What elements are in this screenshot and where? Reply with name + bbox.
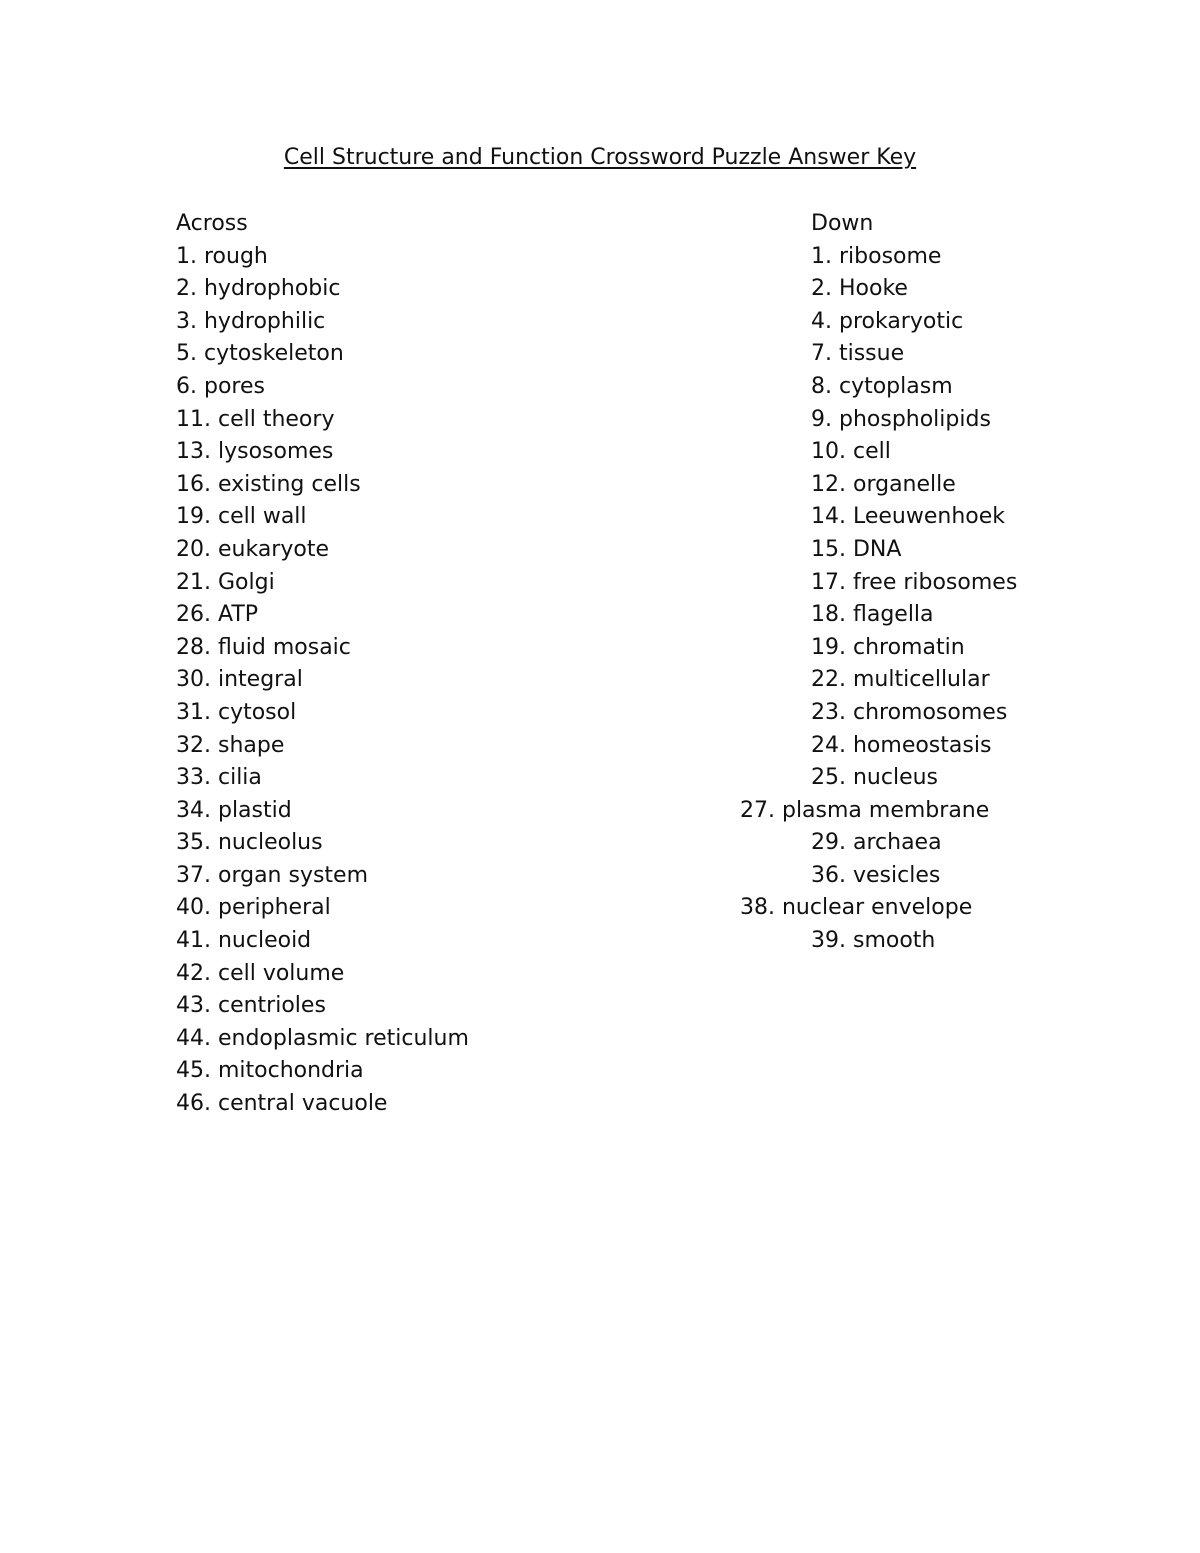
down-item: 24. homeostasis xyxy=(811,732,992,758)
across-item: 19. cell wall xyxy=(176,504,307,530)
across-item: 45. mitochondria xyxy=(176,1058,364,1084)
across-item: 32. shape xyxy=(176,732,285,758)
down-item: 27. plasma membrane xyxy=(740,797,990,823)
across-item: 20. eukaryote xyxy=(176,536,329,562)
across-item: 6. pores xyxy=(176,373,265,399)
down-item: 9. phospholipids xyxy=(811,406,991,432)
down-item: 36. vesicles xyxy=(811,862,941,888)
down-item: 2. Hooke xyxy=(811,276,908,302)
down-item: 4. prokaryotic xyxy=(811,308,964,334)
across-item: 31. cytosol xyxy=(176,699,297,725)
down-list xyxy=(740,208,1018,958)
across-item: 3. hydrophilic xyxy=(176,308,326,334)
across-list xyxy=(176,208,469,1121)
across-item: 34. plastid xyxy=(176,797,292,823)
down-item: 39. smooth xyxy=(811,928,936,954)
down-item: 15. DNA xyxy=(811,536,902,562)
across-item: 13. lysosomes xyxy=(176,439,334,465)
across-item: 26. ATP xyxy=(176,602,259,628)
across-item: 41. nucleoid xyxy=(176,928,312,954)
down-item: 8. cytoplasm xyxy=(811,373,953,399)
page-title: Cell Structure and Function Crossword Puzzle Answer Key xyxy=(283,145,917,170)
across-item: 35. nucleolus xyxy=(176,830,323,856)
down-item: 10. cell xyxy=(811,439,891,465)
across-item: 43. centrioles xyxy=(176,993,326,1019)
down-item: 1. ribosome xyxy=(811,243,942,269)
across-item: 42. cell volume xyxy=(176,960,345,986)
down-item: 29. archaea xyxy=(811,830,942,856)
across-heading: Across xyxy=(176,211,248,236)
across-item: 2. hydrophobic xyxy=(176,276,341,302)
across-item: 28. fluid mosaic xyxy=(176,634,351,660)
across-item: 30. integral xyxy=(176,667,303,693)
across-item: 5. cytoskeleton xyxy=(176,341,344,367)
down-item: 7. tissue xyxy=(811,341,905,367)
down-item: 38. nuclear envelope xyxy=(740,895,973,921)
down-item: 14. Leeuwenhoek xyxy=(811,504,1006,530)
down-item: 19. chromatin xyxy=(811,634,965,660)
down-item: 23. chromosomes xyxy=(811,699,1008,725)
across-item: 1. rough xyxy=(176,243,268,269)
across-item: 33. cilia xyxy=(176,765,262,791)
across-item: 40. peripheral xyxy=(176,895,331,921)
across-item: 44. endoplasmic reticulum xyxy=(176,1025,469,1051)
across-item: 37. organ system xyxy=(176,862,369,888)
down-item: 22. multicellular xyxy=(811,667,990,693)
across-item: 46. central vacuole xyxy=(176,1091,388,1117)
across-item: 21. Golgi xyxy=(176,569,275,595)
across-item: 16. existing cells xyxy=(176,471,361,497)
down-item: 18. flagella xyxy=(811,602,934,628)
down-heading: Down xyxy=(811,211,874,236)
down-item: 17. free ribosomes xyxy=(811,569,1018,595)
down-item: 25. nucleus xyxy=(811,765,939,791)
across-item: 11. cell theory xyxy=(176,406,335,432)
down-item: 12. organelle xyxy=(811,471,956,497)
